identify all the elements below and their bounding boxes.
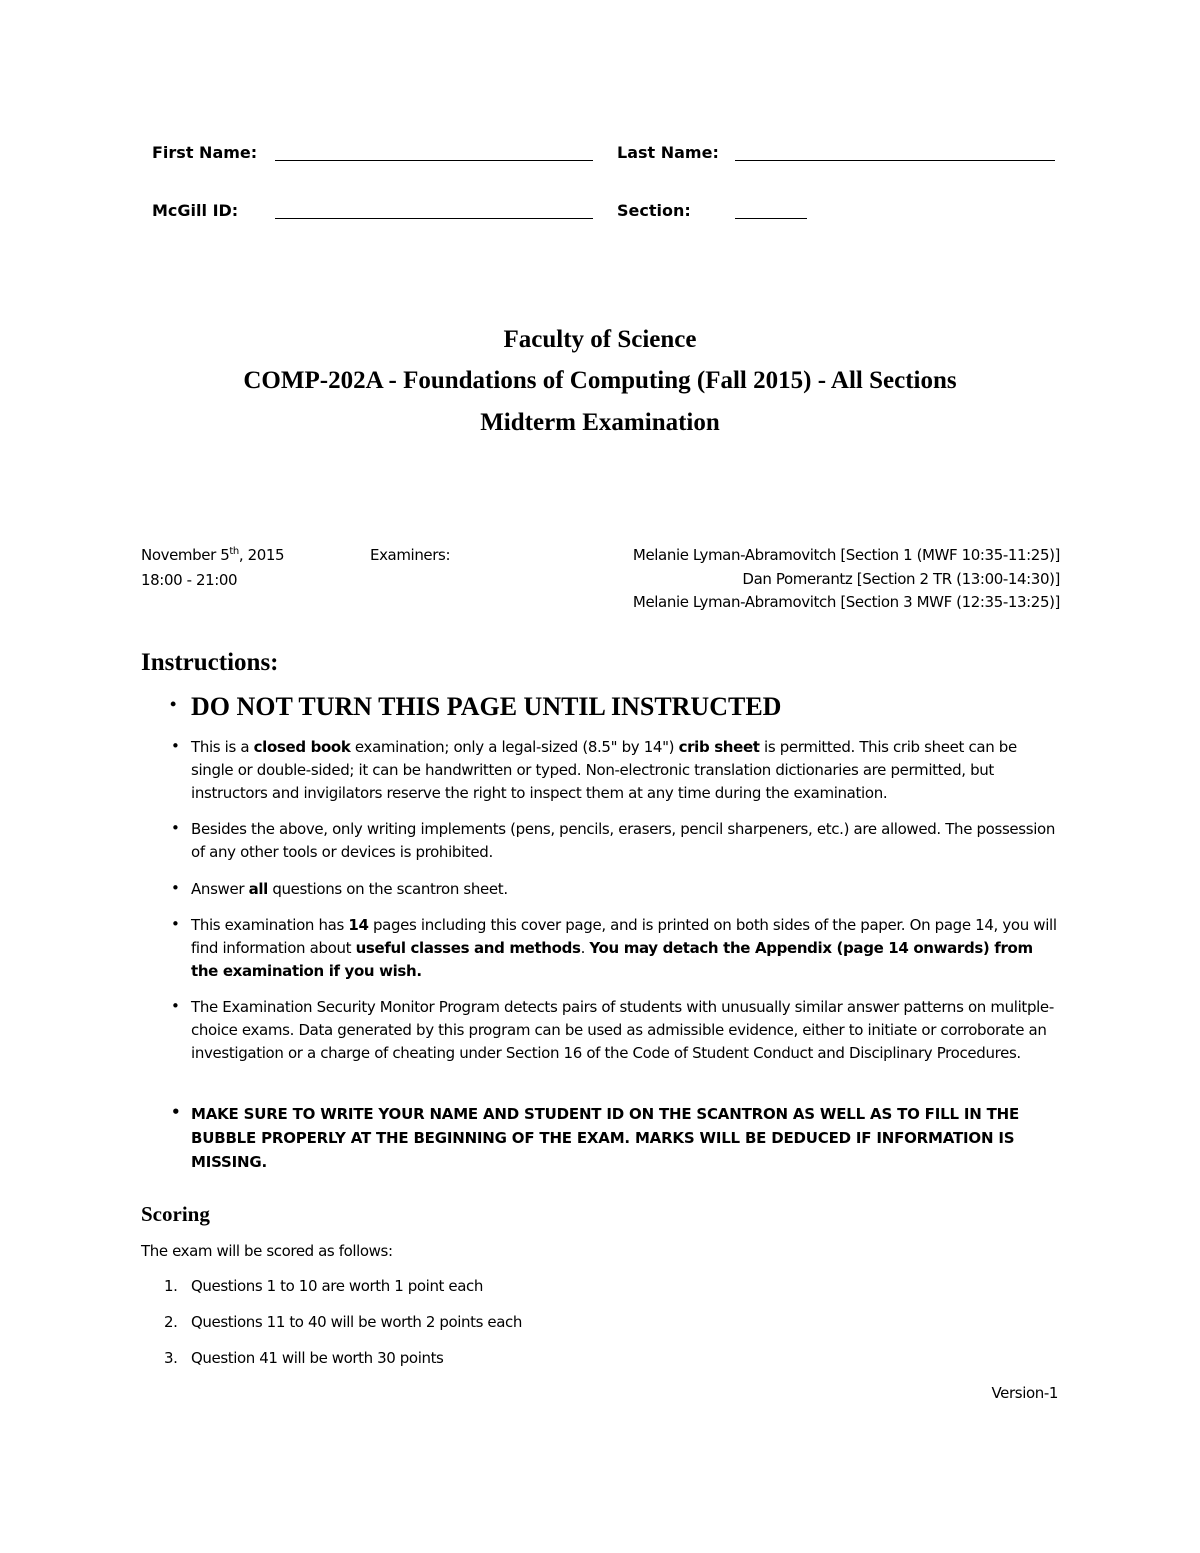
bullet-dot: • bbox=[171, 915, 180, 933]
bullet-dot: • bbox=[171, 879, 180, 897]
exam-time: 18:00 - 21:00 bbox=[141, 571, 238, 589]
last-name-field[interactable] bbox=[735, 160, 1055, 161]
bullet-dot: • bbox=[171, 1103, 181, 1121]
instruction-scantron-warning: MAKE SURE TO WRITE YOUR NAME AND STUDENT ID ON THE SCANTRON AS WELL AS TO FILL IN THE BUBBLE PROPERLY AT THE BEGINNING OF THE EXAM. MARKS WILL BE DEDUCED IF INFORMATION IS MISSING. bbox=[191, 1105, 1020, 1171]
scoring-item-text: Questions 11 to 40 will be worth 2 points each bbox=[191, 1313, 522, 1331]
scoring-heading: Scoring bbox=[141, 1202, 210, 1226]
instruction-allowed-items: Besides the above, only writing implements (pens, pencils, erasers, pencil sharpeners, etc.) are allowed. The possession of any other tools or devices is prohibited. bbox=[191, 820, 1056, 861]
bullet-dot: • bbox=[170, 694, 177, 714]
examiner-line: Melanie Lyman-Abramovitch [Section 1 (MWF 10:35-11:25)] bbox=[632, 546, 1060, 564]
do-not-turn-notice: DO NOT TURN THIS PAGE UNTIL INSTRUCTED bbox=[191, 692, 782, 721]
version-label: Version-1 bbox=[991, 1384, 1058, 1402]
last-name-label: Last Name: bbox=[617, 143, 719, 162]
scoring-intro: The exam will be scored as follows: bbox=[141, 1242, 393, 1260]
instruction-closed-book: This is a closed book examination; only a legal-sized (8.5" by 14") crib sheet is permitted. This crib sheet can be single or double-sided; it can be handwritten or typed. Non-electronic translation dictionaries are permitted, but instructors and invigilators reserve the right to inspect them at any time during the examination. bbox=[191, 738, 1017, 802]
scoring-item-number: 2. bbox=[164, 1313, 178, 1331]
instruction-page-count: This examination has 14 pages including this cover page, and is printed on both sides of the paper. On page 14, you will find information about useful classes and methods. You may detach the Appendix (page 14 onwards) from the examination if you wish. bbox=[191, 916, 1057, 980]
examiner-line: Melanie Lyman-Abramovitch [Section 3 MWF (12:35-13:25)] bbox=[632, 593, 1060, 611]
faculty-title: Faculty of Science bbox=[503, 326, 697, 353]
scoring-item-number: 3. bbox=[164, 1349, 178, 1367]
mcgill-id-field[interactable] bbox=[275, 218, 593, 219]
course-title: COMP-202A - Foundations of Computing (Fall 2015) - All Sections bbox=[243, 367, 957, 394]
bullet-dot: • bbox=[171, 819, 180, 837]
section-field[interactable] bbox=[735, 218, 807, 219]
instructions-heading: Instructions: bbox=[141, 649, 279, 676]
first-name-label: First Name: bbox=[152, 143, 258, 162]
bullet-dot: • bbox=[171, 997, 180, 1015]
mcgill-id-label: McGill ID: bbox=[152, 201, 239, 220]
exam-date: November 5th, 2015 bbox=[141, 546, 285, 564]
examiners-label: Examiners: bbox=[370, 546, 451, 564]
scoring-item-text: Question 41 will be worth 30 points bbox=[191, 1349, 444, 1367]
exam-title: Midterm Examination bbox=[480, 409, 720, 436]
scoring-item-number: 1. bbox=[164, 1277, 178, 1295]
instruction-security-monitor: The Examination Security Monitor Program detects pairs of students with unusually similar answer patterns on mulitple-choice exams. Data generated by this program can be used as admissible evidence, either to initiate or corroborate an investigation or a charge of cheating under Section 16 of the Code of Student Conduct and Disciplinary Procedures. bbox=[191, 998, 1054, 1062]
scoring-item-text: Questions 1 to 10 are worth 1 point each bbox=[191, 1277, 483, 1295]
section-label: Section: bbox=[617, 201, 691, 220]
first-name-field[interactable] bbox=[275, 160, 593, 161]
bullet-dot: • bbox=[171, 737, 180, 755]
instruction-answer-all: Answer all questions on the scantron sheet. bbox=[191, 880, 508, 898]
examiner-line: Dan Pomerantz [Section 2 TR (13:00-14:30)] bbox=[742, 570, 1060, 588]
